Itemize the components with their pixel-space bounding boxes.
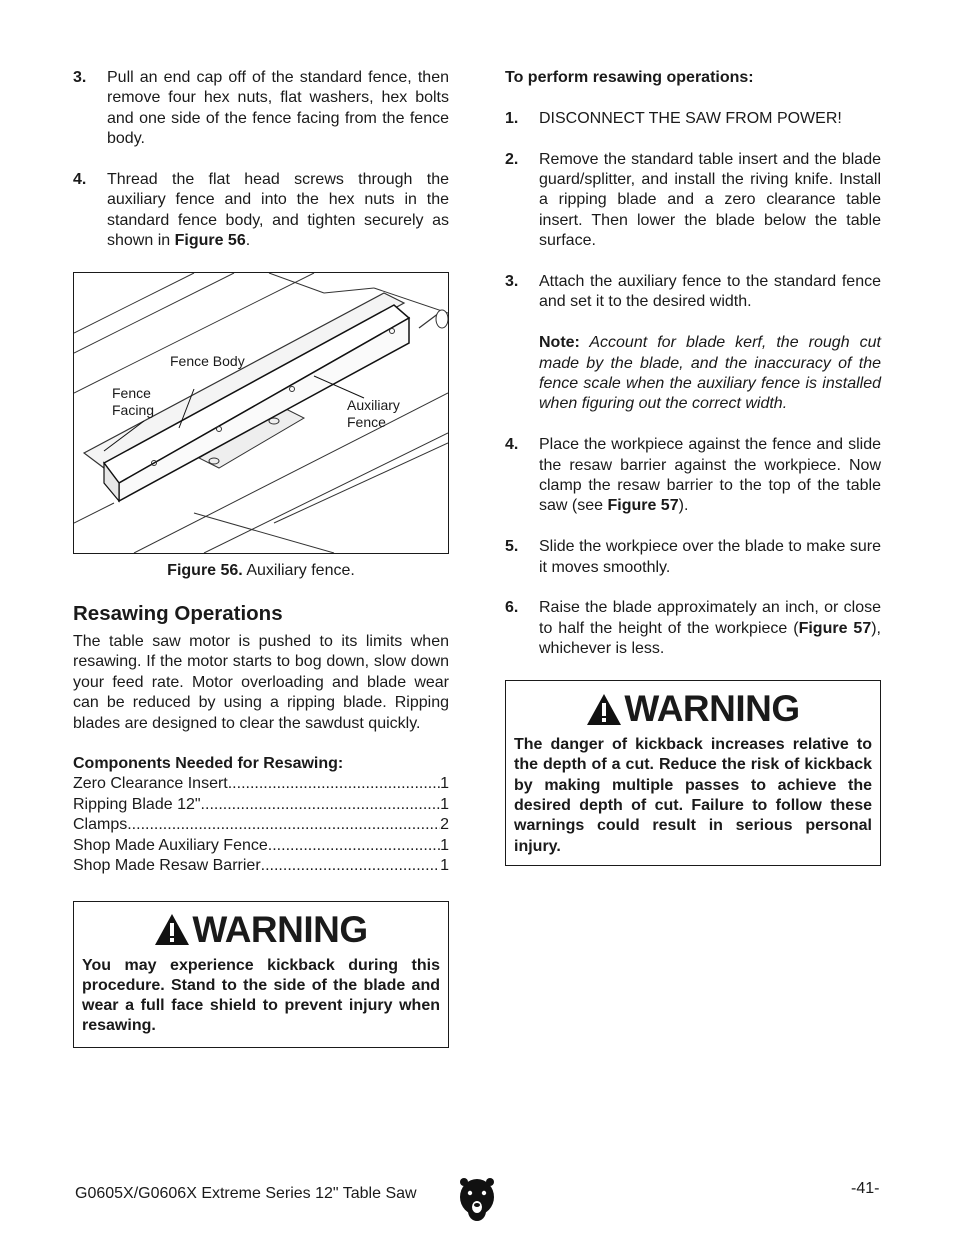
warning-box-right [505,680,881,866]
step-4-right [505,435,881,517]
note-label: Note: [539,334,580,352]
component-qty: 1 [440,836,449,854]
intro-paragraph: The table saw motor is pushed to its limits when resawing. If the motor starts to bog down, slow down your feed rate. Motor overloading and blade wear can be reduced by using a ripping blade. Ripping blades are designed to clear the sawdust quickly. [73,633,449,732]
step-number: 6. [505,599,519,617]
component-name: Shop Made Resaw Barrier [73,857,261,875]
grizzly-bear-logo-icon [459,1175,495,1223]
step-1-right [505,109,881,129]
warning-text: You may experience kickback during this procedure. Stand to the side of the blade and wear a full face shield to prevent injury when resawing. [82,956,440,1035]
warning-title: WARNING [624,688,800,730]
component-name: Ripping Blade 12" [73,795,201,813]
step-3-right [505,272,881,415]
figure-56-illustration [73,272,449,554]
label-fence-body: Fence Body [170,353,245,370]
figure-reference: Figure 56 [174,232,246,250]
step-text-end: ). [678,497,689,515]
step-2-right [505,150,881,252]
components-list [73,774,449,876]
warning-header [82,908,440,952]
label-auxiliary-fence: Auxiliary Fence [347,397,400,431]
list-item [73,836,449,856]
warning-title: WARNING [192,908,368,950]
component-qty: 1 [440,775,449,793]
figure-caption [73,562,449,580]
leader-dots [201,795,441,815]
section-title: Resawing Operations [73,602,283,626]
label-fence-facing: Fence Facing [112,385,155,419]
left-column [73,68,449,1048]
page-number: -41- [851,1180,880,1197]
procedure-heading: To perform resawing operations: [505,69,754,86]
warning-triangle-icon [154,913,190,946]
step-5-right [505,537,881,578]
leader-dots [228,774,440,794]
step-number: 1. [505,109,519,127]
component-qty: 1 [440,857,449,875]
component-qty: 2 [440,816,449,834]
list-item [73,856,449,876]
step-text: Attach the auxiliary fence to the standard fence and set it to the desired width. [539,273,881,311]
component-name: Zero Clearance Insert [73,775,228,793]
step-number: 3. [505,273,519,291]
note [539,333,881,415]
step-number: 4. [505,436,519,454]
step-number: 4. [73,171,87,189]
figure-reference: Figure 57 [607,497,679,515]
step-6-right [505,598,881,659]
step-number: 5. [505,538,519,556]
component-qty: 1 [440,795,449,813]
step-text: Thread the flat head screws through the auxiliary fence and into the hex nuts in the standard fence body, and tighten securely as shown in [107,171,449,250]
leader-dots [261,856,440,876]
step-text: Raise the blade approximately an inch, or close to half the height of the workpiece ( [539,599,881,637]
step-4-left [73,170,449,252]
warning-triangle-icon [586,693,622,726]
footer-title: G0605X/G0606X Extreme Series 12" Table Saw [75,1185,417,1202]
step-number: 2. [505,150,519,168]
list-item [73,774,449,794]
step-3-left [73,68,449,150]
step-text: Place the workpiece against the fence and slide the resaw barrier against the workpiece. Now clamp the resaw barrier to the top of the table saw (see [539,436,881,515]
figure-caption-label: Figure 56. [167,562,243,580]
note-text: Account for blade kerf, the rough cut made by the blade, and the inaccuracy of the fence scale when the auxiliary fence is installed when figuring out the correct width. [539,334,881,413]
step-text: Pull an end cap off of the standard fence, then remove four hex nuts, flat washers, hex bolts and one side of the fence facing from the fence body. [107,69,449,148]
warning-text: The danger of kickback increases relative to the depth of a cut. Reduce the risk of kickback by making multiple passes to achieve the desired depth of cut. Failure to follow these warnings could result in serious personal injury. [514,736,872,855]
step-text-end: . [245,232,251,250]
warning-box-left [73,901,449,1048]
figure-caption-text: Auxiliary fence. [242,562,355,580]
right-column [505,68,881,866]
step-text: DISCONNECT THE SAW FROM POWER! [539,109,842,127]
warning-header [514,687,872,731]
step-text: Slide the workpiece over the blade to make sure it moves smoothly. [539,538,881,576]
list-item [73,795,449,815]
figure-reference: Figure 57 [798,619,872,637]
step-text: Remove the standard table insert and the blade guard/splitter, and install the riving knife. Install a ripping blade and a zero clearance table insert. Then lower the blade below the table surface. [539,150,881,250]
component-name: Clamps [73,816,128,834]
components-title: Components Needed for Resawing: [73,755,344,773]
step-number: 3. [73,69,87,86]
leader-dots [268,836,440,856]
list-item [73,815,449,835]
step-text-end: ), whichever is less. [539,619,881,658]
component-name: Shop Made Auxiliary Fence [73,836,268,854]
leader-dots [127,815,440,835]
